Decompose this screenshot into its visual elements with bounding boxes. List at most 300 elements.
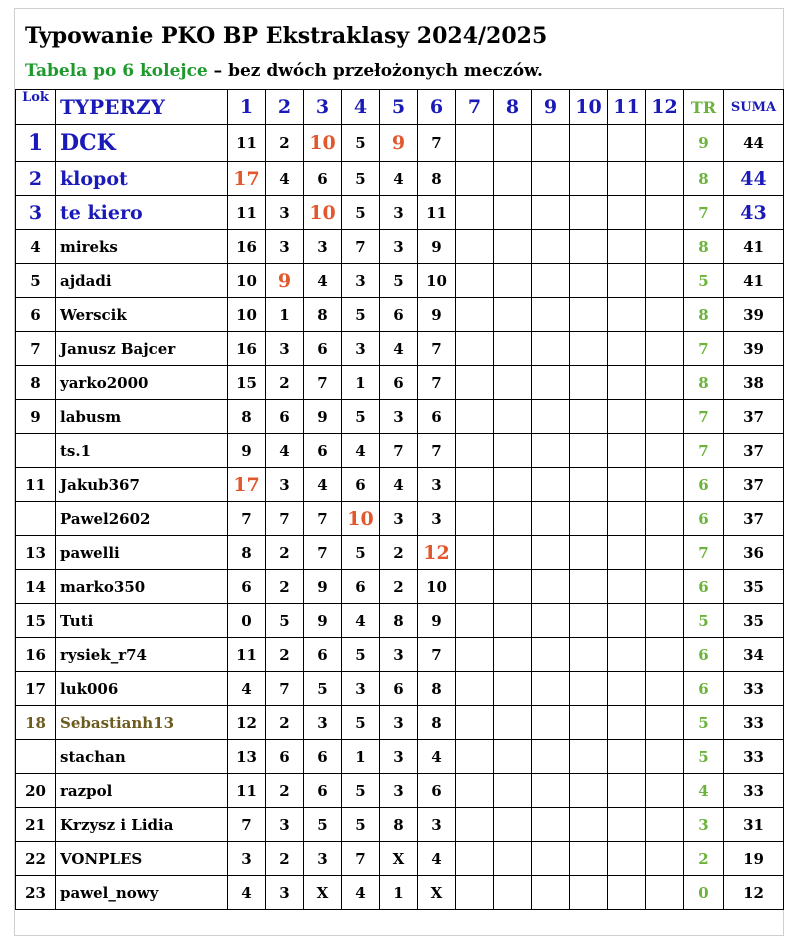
- round-score-cell: 5: [342, 400, 380, 434]
- total-cell: 12: [724, 876, 784, 910]
- total-cell: 43: [724, 196, 784, 230]
- round-score-cell: 10: [228, 264, 266, 298]
- header-round-6: 6: [418, 90, 456, 125]
- round-score-cell: [608, 706, 646, 740]
- table-row: [16, 125, 784, 162]
- round-score-cell: 5: [342, 196, 380, 230]
- round-score-cell: [456, 604, 494, 638]
- total-cell: 37: [724, 434, 784, 468]
- total-cell: 36: [724, 536, 784, 570]
- page-subtitle: [25, 61, 543, 81]
- round-score-cell: [532, 672, 570, 706]
- round-score-cell: 10: [304, 125, 342, 162]
- round-score-cell: [532, 570, 570, 604]
- round-score-cell: 7: [228, 502, 266, 536]
- round-score-cell: X: [304, 876, 342, 910]
- round-score-cell: [494, 502, 532, 536]
- rank-cell: 22: [16, 842, 56, 876]
- header-round-1: 1: [228, 90, 266, 125]
- round-score-cell: 7: [266, 672, 304, 706]
- round-score-cell: [646, 706, 684, 740]
- round-score-cell: [570, 468, 608, 502]
- total-cell: 37: [724, 502, 784, 536]
- round-score-cell: [646, 536, 684, 570]
- round-score-cell: [570, 536, 608, 570]
- round-score-cell: [456, 468, 494, 502]
- round-score-cell: [646, 332, 684, 366]
- table-row: [16, 502, 784, 536]
- tr-cell: 0: [684, 876, 724, 910]
- rank-cell: 11: [16, 468, 56, 502]
- round-score-cell: [456, 842, 494, 876]
- round-score-cell: 2: [266, 570, 304, 604]
- round-score-cell: [608, 196, 646, 230]
- round-score-cell: 9: [304, 400, 342, 434]
- round-score-cell: [494, 125, 532, 162]
- round-score-cell: [532, 125, 570, 162]
- tr-cell: 4: [684, 774, 724, 808]
- round-score-cell: 3: [228, 842, 266, 876]
- round-score-cell: 6: [342, 570, 380, 604]
- round-score-cell: [532, 774, 570, 808]
- round-score-cell: [456, 434, 494, 468]
- round-score-cell: [456, 332, 494, 366]
- subtitle-table-info: Tabela po 6 kolejce: [25, 61, 208, 81]
- round-score-cell: [456, 774, 494, 808]
- player-name-cell: klopot: [56, 162, 228, 196]
- round-score-cell: 4: [380, 162, 418, 196]
- round-score-cell: [608, 536, 646, 570]
- round-score-cell: [532, 400, 570, 434]
- header-round-7: 7: [456, 90, 494, 125]
- round-score-cell: [494, 366, 532, 400]
- round-score-cell: 1: [342, 366, 380, 400]
- round-score-cell: 0: [228, 604, 266, 638]
- round-score-cell: 8: [304, 298, 342, 332]
- round-score-cell: [608, 604, 646, 638]
- subtitle-note: – bez dwóch przełożonych meczów.: [207, 61, 543, 81]
- round-score-cell: [570, 876, 608, 910]
- round-score-cell: [570, 706, 608, 740]
- total-cell: 35: [724, 604, 784, 638]
- round-score-cell: [608, 468, 646, 502]
- tr-cell: 6: [684, 502, 724, 536]
- tr-cell: 8: [684, 162, 724, 196]
- round-score-cell: 3: [380, 400, 418, 434]
- round-score-cell: [494, 400, 532, 434]
- round-score-cell: 5: [342, 808, 380, 842]
- round-score-cell: 6: [228, 570, 266, 604]
- total-cell: 41: [724, 264, 784, 298]
- round-score-cell: [456, 536, 494, 570]
- round-score-cell: [608, 876, 646, 910]
- player-name-cell: ajdadi: [56, 264, 228, 298]
- round-score-cell: [532, 842, 570, 876]
- rank-cell: 3: [16, 196, 56, 230]
- rank-cell: 21: [16, 808, 56, 842]
- round-score-cell: [494, 332, 532, 366]
- round-score-cell: [532, 740, 570, 774]
- round-score-cell: 11: [228, 774, 266, 808]
- header-round-2: 2: [266, 90, 304, 125]
- round-score-cell: 6: [380, 298, 418, 332]
- round-score-cell: 4: [342, 604, 380, 638]
- header-row: [16, 90, 784, 125]
- round-score-cell: 6: [380, 366, 418, 400]
- tr-cell: 5: [684, 604, 724, 638]
- round-score-cell: 2: [266, 125, 304, 162]
- player-name-cell: Sebastianh13: [56, 706, 228, 740]
- round-score-cell: [532, 638, 570, 672]
- round-score-cell: [494, 842, 532, 876]
- round-score-cell: 7: [418, 638, 456, 672]
- round-score-cell: 2: [266, 774, 304, 808]
- header-round-9: 9: [532, 90, 570, 125]
- round-score-cell: 8: [418, 706, 456, 740]
- round-score-cell: 4: [418, 740, 456, 774]
- round-score-cell: [608, 366, 646, 400]
- round-score-cell: 9: [266, 264, 304, 298]
- header-round-5: 5: [380, 90, 418, 125]
- round-score-cell: 1: [380, 876, 418, 910]
- round-score-cell: 7: [266, 502, 304, 536]
- round-score-cell: 3: [380, 638, 418, 672]
- total-cell: 33: [724, 740, 784, 774]
- player-name-cell: luk006: [56, 672, 228, 706]
- table-row: [16, 400, 784, 434]
- round-score-cell: [532, 230, 570, 264]
- round-score-cell: 7: [304, 536, 342, 570]
- standings-table: [15, 89, 784, 910]
- round-score-cell: 7: [418, 366, 456, 400]
- tr-cell: 8: [684, 366, 724, 400]
- round-score-cell: 8: [228, 536, 266, 570]
- player-name-cell: pawel_nowy: [56, 876, 228, 910]
- rank-cell: 13: [16, 536, 56, 570]
- round-score-cell: 3: [380, 502, 418, 536]
- round-score-cell: 3: [380, 230, 418, 264]
- round-score-cell: [532, 366, 570, 400]
- total-cell: 33: [724, 774, 784, 808]
- table-row: [16, 774, 784, 808]
- tr-cell: 6: [684, 638, 724, 672]
- round-score-cell: X: [380, 842, 418, 876]
- round-score-cell: [494, 774, 532, 808]
- round-score-cell: 10: [418, 570, 456, 604]
- page-title: Typowanie PKO BP Ekstraklasy 2024/2025: [25, 23, 548, 49]
- rank-cell: 4: [16, 230, 56, 264]
- round-score-cell: [570, 842, 608, 876]
- header-round-4: 4: [342, 90, 380, 125]
- round-score-cell: [532, 162, 570, 196]
- round-score-cell: 17: [228, 162, 266, 196]
- round-score-cell: 6: [304, 162, 342, 196]
- round-score-cell: 3: [266, 808, 304, 842]
- round-score-cell: 5: [342, 774, 380, 808]
- round-score-cell: [646, 502, 684, 536]
- round-score-cell: [532, 604, 570, 638]
- round-score-cell: 6: [266, 740, 304, 774]
- round-score-cell: [646, 434, 684, 468]
- round-score-cell: 8: [228, 400, 266, 434]
- round-score-cell: 2: [266, 536, 304, 570]
- rank-cell: 2: [16, 162, 56, 196]
- rank-cell: 8: [16, 366, 56, 400]
- round-score-cell: 3: [380, 196, 418, 230]
- round-score-cell: 9: [380, 125, 418, 162]
- round-score-cell: 6: [418, 774, 456, 808]
- round-score-cell: 3: [418, 502, 456, 536]
- round-score-cell: 9: [304, 604, 342, 638]
- tr-cell: 8: [684, 230, 724, 264]
- table-row: [16, 638, 784, 672]
- header-round-3: 3: [304, 90, 342, 125]
- header-round-8: 8: [494, 90, 532, 125]
- round-score-cell: 8: [380, 604, 418, 638]
- round-score-cell: 3: [380, 774, 418, 808]
- round-score-cell: [646, 400, 684, 434]
- round-score-cell: 7: [418, 434, 456, 468]
- total-cell: 37: [724, 400, 784, 434]
- round-score-cell: 3: [342, 672, 380, 706]
- table-row: [16, 468, 784, 502]
- round-score-cell: [608, 502, 646, 536]
- player-name-cell: te kiero: [56, 196, 228, 230]
- round-score-cell: 4: [342, 434, 380, 468]
- round-score-cell: 6: [304, 774, 342, 808]
- round-score-cell: [456, 570, 494, 604]
- round-score-cell: [494, 264, 532, 298]
- round-score-cell: [608, 672, 646, 706]
- table-row: [16, 162, 784, 196]
- tr-cell: 7: [684, 196, 724, 230]
- round-score-cell: X: [418, 876, 456, 910]
- round-score-cell: [570, 196, 608, 230]
- round-score-cell: [494, 298, 532, 332]
- round-score-cell: [532, 196, 570, 230]
- player-name-cell: marko350: [56, 570, 228, 604]
- round-score-cell: 16: [228, 230, 266, 264]
- round-score-cell: [570, 604, 608, 638]
- round-score-cell: 5: [342, 125, 380, 162]
- round-score-cell: 7: [304, 502, 342, 536]
- round-score-cell: [646, 468, 684, 502]
- total-cell: 19: [724, 842, 784, 876]
- round-score-cell: [570, 400, 608, 434]
- table-row: [16, 230, 784, 264]
- round-score-cell: [608, 332, 646, 366]
- total-cell: 44: [724, 125, 784, 162]
- round-score-cell: [570, 672, 608, 706]
- rank-cell: 23: [16, 876, 56, 910]
- round-score-cell: 3: [266, 230, 304, 264]
- total-cell: 33: [724, 706, 784, 740]
- round-score-cell: 7: [228, 808, 266, 842]
- round-score-cell: [570, 434, 608, 468]
- round-score-cell: 3: [380, 706, 418, 740]
- rank-cell: [16, 434, 56, 468]
- tr-cell: 7: [684, 332, 724, 366]
- tr-cell: 5: [684, 706, 724, 740]
- round-score-cell: [532, 706, 570, 740]
- round-score-cell: 2: [380, 536, 418, 570]
- table-row: [16, 570, 784, 604]
- round-score-cell: 17: [228, 468, 266, 502]
- round-score-cell: 10: [304, 196, 342, 230]
- round-score-cell: [456, 230, 494, 264]
- player-name-cell: Krzysz i Lidia: [56, 808, 228, 842]
- header-round-12: 12: [646, 90, 684, 125]
- player-name-cell: stachan: [56, 740, 228, 774]
- round-score-cell: 15: [228, 366, 266, 400]
- round-score-cell: 5: [342, 298, 380, 332]
- round-score-cell: 6: [266, 400, 304, 434]
- round-score-cell: 6: [304, 434, 342, 468]
- round-score-cell: 5: [304, 672, 342, 706]
- table-row: [16, 196, 784, 230]
- round-score-cell: 6: [380, 672, 418, 706]
- rank-cell: [16, 502, 56, 536]
- round-score-cell: [494, 570, 532, 604]
- header-round-11: 11: [608, 90, 646, 125]
- round-score-cell: 5: [342, 162, 380, 196]
- table-row: [16, 842, 784, 876]
- round-score-cell: 7: [342, 842, 380, 876]
- round-score-cell: [532, 502, 570, 536]
- round-score-cell: [646, 570, 684, 604]
- round-score-cell: [608, 298, 646, 332]
- player-name-cell: razpol: [56, 774, 228, 808]
- rank-cell: 17: [16, 672, 56, 706]
- round-score-cell: [570, 740, 608, 774]
- round-score-cell: [646, 740, 684, 774]
- round-score-cell: [646, 366, 684, 400]
- round-score-cell: [646, 196, 684, 230]
- player-name-cell: Pawel2602: [56, 502, 228, 536]
- table-row: [16, 298, 784, 332]
- total-cell: 31: [724, 808, 784, 842]
- round-score-cell: [646, 604, 684, 638]
- round-score-cell: 2: [266, 706, 304, 740]
- round-score-cell: [570, 332, 608, 366]
- tr-cell: 7: [684, 400, 724, 434]
- round-score-cell: [494, 638, 532, 672]
- round-score-cell: [646, 808, 684, 842]
- table-row: [16, 434, 784, 468]
- round-score-cell: [494, 808, 532, 842]
- rank-cell: 6: [16, 298, 56, 332]
- table-row: [16, 876, 784, 910]
- total-cell: 37: [724, 468, 784, 502]
- player-name-cell: Tuti: [56, 604, 228, 638]
- round-score-cell: [646, 876, 684, 910]
- tr-cell: 6: [684, 468, 724, 502]
- table-row: [16, 604, 784, 638]
- round-score-cell: 7: [418, 125, 456, 162]
- tr-cell: 9: [684, 125, 724, 162]
- round-score-cell: 3: [304, 706, 342, 740]
- round-score-cell: [570, 264, 608, 298]
- round-score-cell: 4: [418, 842, 456, 876]
- round-score-cell: 4: [380, 468, 418, 502]
- round-score-cell: 1: [266, 298, 304, 332]
- round-score-cell: 5: [342, 638, 380, 672]
- round-score-cell: 12: [228, 706, 266, 740]
- tr-cell: 3: [684, 808, 724, 842]
- round-score-cell: [456, 808, 494, 842]
- round-score-cell: 11: [228, 125, 266, 162]
- total-cell: 44: [724, 162, 784, 196]
- round-score-cell: 4: [304, 264, 342, 298]
- round-score-cell: 3: [266, 196, 304, 230]
- round-score-cell: [494, 468, 532, 502]
- rank-cell: 5: [16, 264, 56, 298]
- round-score-cell: 8: [380, 808, 418, 842]
- round-score-cell: 12: [418, 536, 456, 570]
- round-score-cell: [532, 434, 570, 468]
- round-score-cell: 8: [418, 162, 456, 196]
- round-score-cell: [456, 125, 494, 162]
- round-score-cell: [532, 808, 570, 842]
- player-name-cell: yarko2000: [56, 366, 228, 400]
- player-name-cell: ts.1: [56, 434, 228, 468]
- round-score-cell: [608, 570, 646, 604]
- round-score-cell: 7: [380, 434, 418, 468]
- round-score-cell: 4: [342, 876, 380, 910]
- player-name-cell: labusm: [56, 400, 228, 434]
- round-score-cell: [608, 264, 646, 298]
- round-score-cell: 6: [342, 468, 380, 502]
- round-score-cell: 4: [228, 672, 266, 706]
- round-score-cell: [608, 400, 646, 434]
- round-score-cell: [494, 196, 532, 230]
- round-score-cell: 10: [342, 502, 380, 536]
- round-score-cell: 9: [418, 604, 456, 638]
- round-score-cell: [456, 264, 494, 298]
- player-name-cell: Janusz Bajcer: [56, 332, 228, 366]
- round-score-cell: [456, 298, 494, 332]
- player-name-cell: pawelli: [56, 536, 228, 570]
- table-row: [16, 332, 784, 366]
- round-score-cell: [570, 570, 608, 604]
- round-score-cell: [456, 706, 494, 740]
- table-row: [16, 536, 784, 570]
- round-score-cell: [494, 740, 532, 774]
- round-score-cell: [532, 536, 570, 570]
- round-score-cell: [494, 162, 532, 196]
- round-score-cell: [608, 125, 646, 162]
- round-score-cell: 2: [266, 366, 304, 400]
- total-cell: 38: [724, 366, 784, 400]
- total-cell: 33: [724, 672, 784, 706]
- round-score-cell: 6: [418, 400, 456, 434]
- round-score-cell: 3: [266, 332, 304, 366]
- total-cell: 39: [724, 298, 784, 332]
- round-score-cell: [646, 264, 684, 298]
- tr-cell: 5: [684, 740, 724, 774]
- round-score-cell: 5: [342, 536, 380, 570]
- round-score-cell: 4: [228, 876, 266, 910]
- document-page: [14, 8, 784, 936]
- round-score-cell: [570, 808, 608, 842]
- round-score-cell: 3: [418, 808, 456, 842]
- round-score-cell: 4: [304, 468, 342, 502]
- table-row: [16, 706, 784, 740]
- round-score-cell: [608, 842, 646, 876]
- round-score-cell: [456, 162, 494, 196]
- round-score-cell: 16: [228, 332, 266, 366]
- round-score-cell: [646, 774, 684, 808]
